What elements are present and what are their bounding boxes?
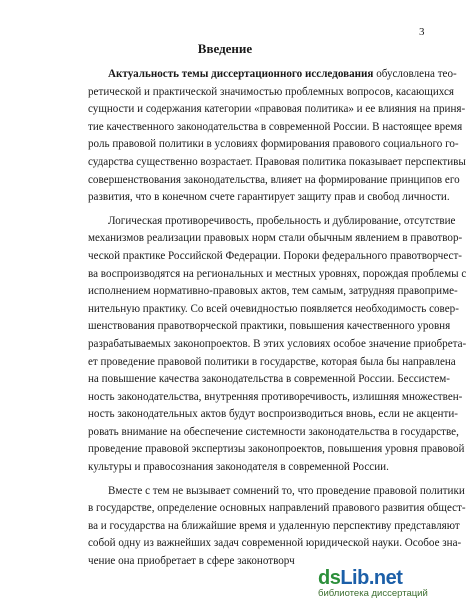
paragraph-2-line: проведение правовой экспертизы законопроектов, повышения уровня правовой: [88, 443, 465, 456]
paragraph-2-line: на повышение качества законодательства в современной России. Бессистем-: [88, 373, 450, 386]
paragraph-2-line: ва воспроизводятся на региональных и местных уровнях, порождая проблемы с: [88, 267, 466, 280]
paragraph-2-line: исполнением нормативно-правовых актов, тем самым, затрудняя правоприме-: [88, 285, 458, 298]
paragraph-3-line: Вместе с тем не вызывает сомнений то, что проведение правовой политики: [108, 484, 465, 497]
page-heading: Введение: [197, 41, 253, 56]
dslib-logo-right: Lib.net: [340, 567, 403, 589]
page-number: 3: [419, 26, 425, 38]
paragraph-1-line: ретической и практической значимостью проблемных вопросов, касающихся: [88, 85, 455, 98]
dslib-caption: библиотека диссертаций: [318, 588, 428, 599]
paragraph-2-line: разрабатываемых законопроектов. В этих условиях особое значение приобрета-: [88, 337, 466, 350]
dslib-logo: [318, 567, 402, 590]
paragraph-2-line: ческой практике Российской Федерации. Пороки федерального правотворчест-: [88, 249, 462, 262]
paragraph-2-line: ность законодательных актов будут воспроизводиться вновь, если не акценти-: [88, 408, 458, 421]
paragraph-1-first-rest: обусловлена тео-: [373, 68, 457, 80]
document-body: [88, 66, 466, 571]
paragraph-2-line: ность законодательства, внутренняя противоречивость, излишняя множествен-: [88, 390, 463, 403]
paragraph-3-line: ва и государства на ближайшие время и удаленную перспективу представляют: [88, 519, 460, 532]
paragraph-2-line: Логическая противоречивость, пробельность и дублирование, отсутствие: [108, 214, 456, 227]
dslib-logo-left: ds: [318, 567, 341, 589]
paragraph-1-line: роль правовой политики в условиях формирования правового социального го-: [88, 138, 459, 151]
paragraph-3-line: собой одну из важнейших задач современной юридической науки. Особое зна-: [88, 537, 462, 550]
paragraph-2-line: ет проведение правовой политики в государстве, которая была бы направлена: [88, 355, 456, 368]
paragraph-2-line: нительную практику. Со всей очевидностью появляется необходимость совер-: [88, 302, 459, 315]
paragraph-2-line: культуры и правосознания законодателя в современной России.: [88, 461, 389, 474]
paragraph-1-line: сударства существенно возрастает. Правовая политика показывает перспективы: [88, 155, 466, 168]
paragraph-1-line: развития, что в конечном счете гарантирует защиту прав и свобод личности.: [88, 191, 450, 204]
paragraph-2-line: шенствования правотворческой практики, повышения качественного уровня: [88, 320, 451, 333]
paragraph-3-line: чение она приобретает в сфере законотворч: [88, 555, 295, 568]
paragraph-1-line: тие качественного законодательства в современной России. В настоящее время: [88, 120, 463, 133]
paragraph-2-line: ровать внимание на обеспечение системности законодательства в государстве,: [88, 425, 459, 438]
paragraph-2-line: механизмов реализации правовых норм стали обычным явлением в правотвор-: [88, 232, 463, 245]
dslib-watermark: [318, 565, 446, 599]
paragraph-1-line-1: [88, 66, 457, 84]
paragraph-3-line: в государстве, определение основных направлений правового развития общест-: [88, 502, 466, 515]
paragraph-1-lead: Актуальность темы диссертационного исследования: [108, 68, 374, 80]
paragraph-1-line: сущности и содержания категории «правовая политика» и ее влияния на приня-: [88, 103, 466, 116]
paragraph-1-line: совершенствования законодательства, влияет на формирование принципов его: [88, 173, 460, 186]
